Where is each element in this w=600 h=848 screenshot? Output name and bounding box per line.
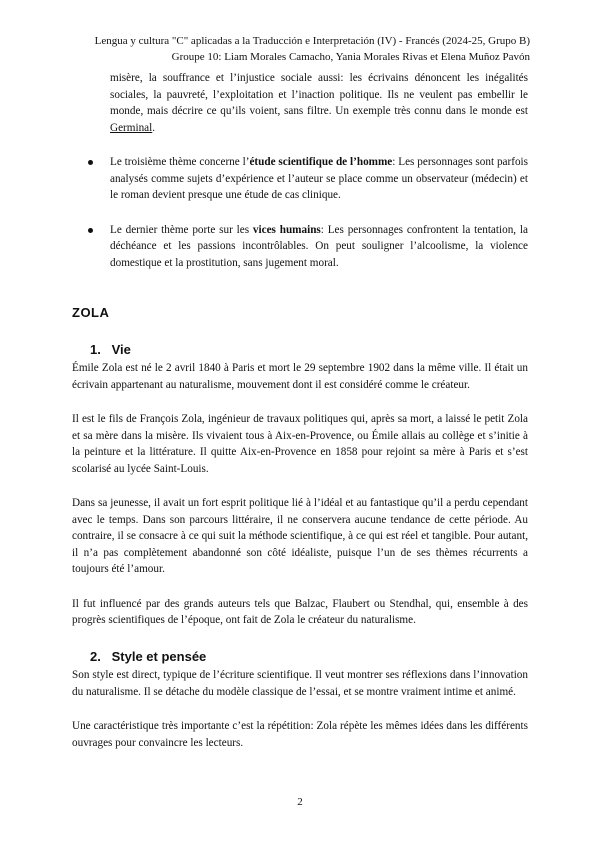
subsection-heading-style xyxy=(72,649,528,666)
subsection-heading-vie xyxy=(72,342,528,359)
list-item xyxy=(72,222,528,272)
bullet-text: : Les personnages confrontent la tentation, la déchéance et les passions incontrôlables. On peut souligner l’alcoolisme, la violence domestique et la prostitution, sans jugement moral. xyxy=(110,223,529,269)
intro-text: misère, la souffrance et l’injustice sociale aussi: les écrivains dénoncent les inégalités sociales, la pauvreté, l’exploitation et l’inaction politique. Ils ne veulent pas embellir le monde, mais décrire ce qu’ils voient, sans filtre. Un exemple très connu dans le monde est xyxy=(110,72,528,117)
page-content xyxy=(72,70,528,751)
page-number: 2 xyxy=(297,796,303,808)
bullet-bold-term: étude scientifique de l’homme xyxy=(249,156,393,168)
list-item xyxy=(72,154,528,204)
bullet-icon xyxy=(88,160,93,165)
themes-list xyxy=(72,154,528,271)
paragraph: Dans sa jeunesse, il avait un fort esprit politique lié à l’idéal et au fantastique qu’il a perdu cependant avec le temps. Dans son parcours littéraire, il ne conservera aucune tendance de cette période. Au contraire, il se consacre à ce qui suit la méthode scientifique, à ce qui est réel et tangible. Pour autant, il n’a pas complètement abandonné son côté idéaliste, puisque l’un de ses thèmes récurrents a toujours été l’amour. xyxy=(72,497,528,575)
bullet-text: Le dernier thème porte sur les xyxy=(110,223,253,236)
bullet-text: : Les personnages sont parfois analysés comme sujets d’expérience et l’auteur se place comme un observateur (médecin) et le roman devient presque une étude de cas clinique. xyxy=(110,156,529,201)
paragraph: Il fut influencé par des grands auteurs tels que Balzac, Flaubert ou Stendhal, qui, ensemble à des progrès scientifiques de l’époque, ont fait de Zola le créateur du naturalisme. xyxy=(72,597,528,626)
paragraph: Son style est direct, typique de l’écriture scientifique. Il veut montrer ses réflexions dans l’innovation du naturalisme. Il se détache du modèle classique de l’essai, et se montre vraiment intime et animé. xyxy=(72,669,528,698)
section-title: ZOLA xyxy=(72,305,110,320)
bullet-text: Le troisième thème concerne l’ xyxy=(110,156,250,168)
paragraph: Émile Zola est né le 2 avril 1840 à Paris et mort le 29 septembre 1902 dans la même ville. Il était un écrivain appartenant au naturalisme, mouvement dont il est considéré comme le créateur. xyxy=(72,362,528,391)
subsection-number: 1. xyxy=(90,341,101,357)
germinal-link[interactable]: Germinal xyxy=(110,121,153,134)
subsection-title: Vie xyxy=(111,341,131,357)
bullet-icon xyxy=(88,228,93,233)
paragraph: Il est le fils de François Zola, ingénieur de travaux politiques qui, après sa mort, a laissé le petit Zola et sa mère dans la misère. Ils vivaient tous à Aix-en-Provence, ou Émile allais au collège et s’initie à la peinture et la littérature. Il quitte Aix-en-Provence en 1858 pour rejoint sa mère à Paris et s’est scolarisé au lycée Saint-Louis. xyxy=(72,413,528,475)
page-header xyxy=(60,33,530,65)
subsection-title: Style et pensée xyxy=(111,648,207,664)
intro-paragraph xyxy=(110,70,528,136)
subsection-number: 2. xyxy=(90,648,101,664)
header-course-line: Lengua y cultura "C" aplicadas a la Traducción e Interpretación (IV) - Francés (2024-25, Grupo B) xyxy=(94,35,530,47)
header-group-line: Groupe 10: Liam Morales Camacho, Yania Morales Rivas et Elena Muñoz Pavón xyxy=(171,51,530,63)
bullet-bold-term: vices humains xyxy=(252,223,321,236)
intro-end: . xyxy=(152,121,156,134)
paragraph: Une caractéristique très importante c’est la répétition: Zola répète les mêmes idées dans les différents ouvrages pour convaincre les lecteurs. xyxy=(72,720,528,749)
